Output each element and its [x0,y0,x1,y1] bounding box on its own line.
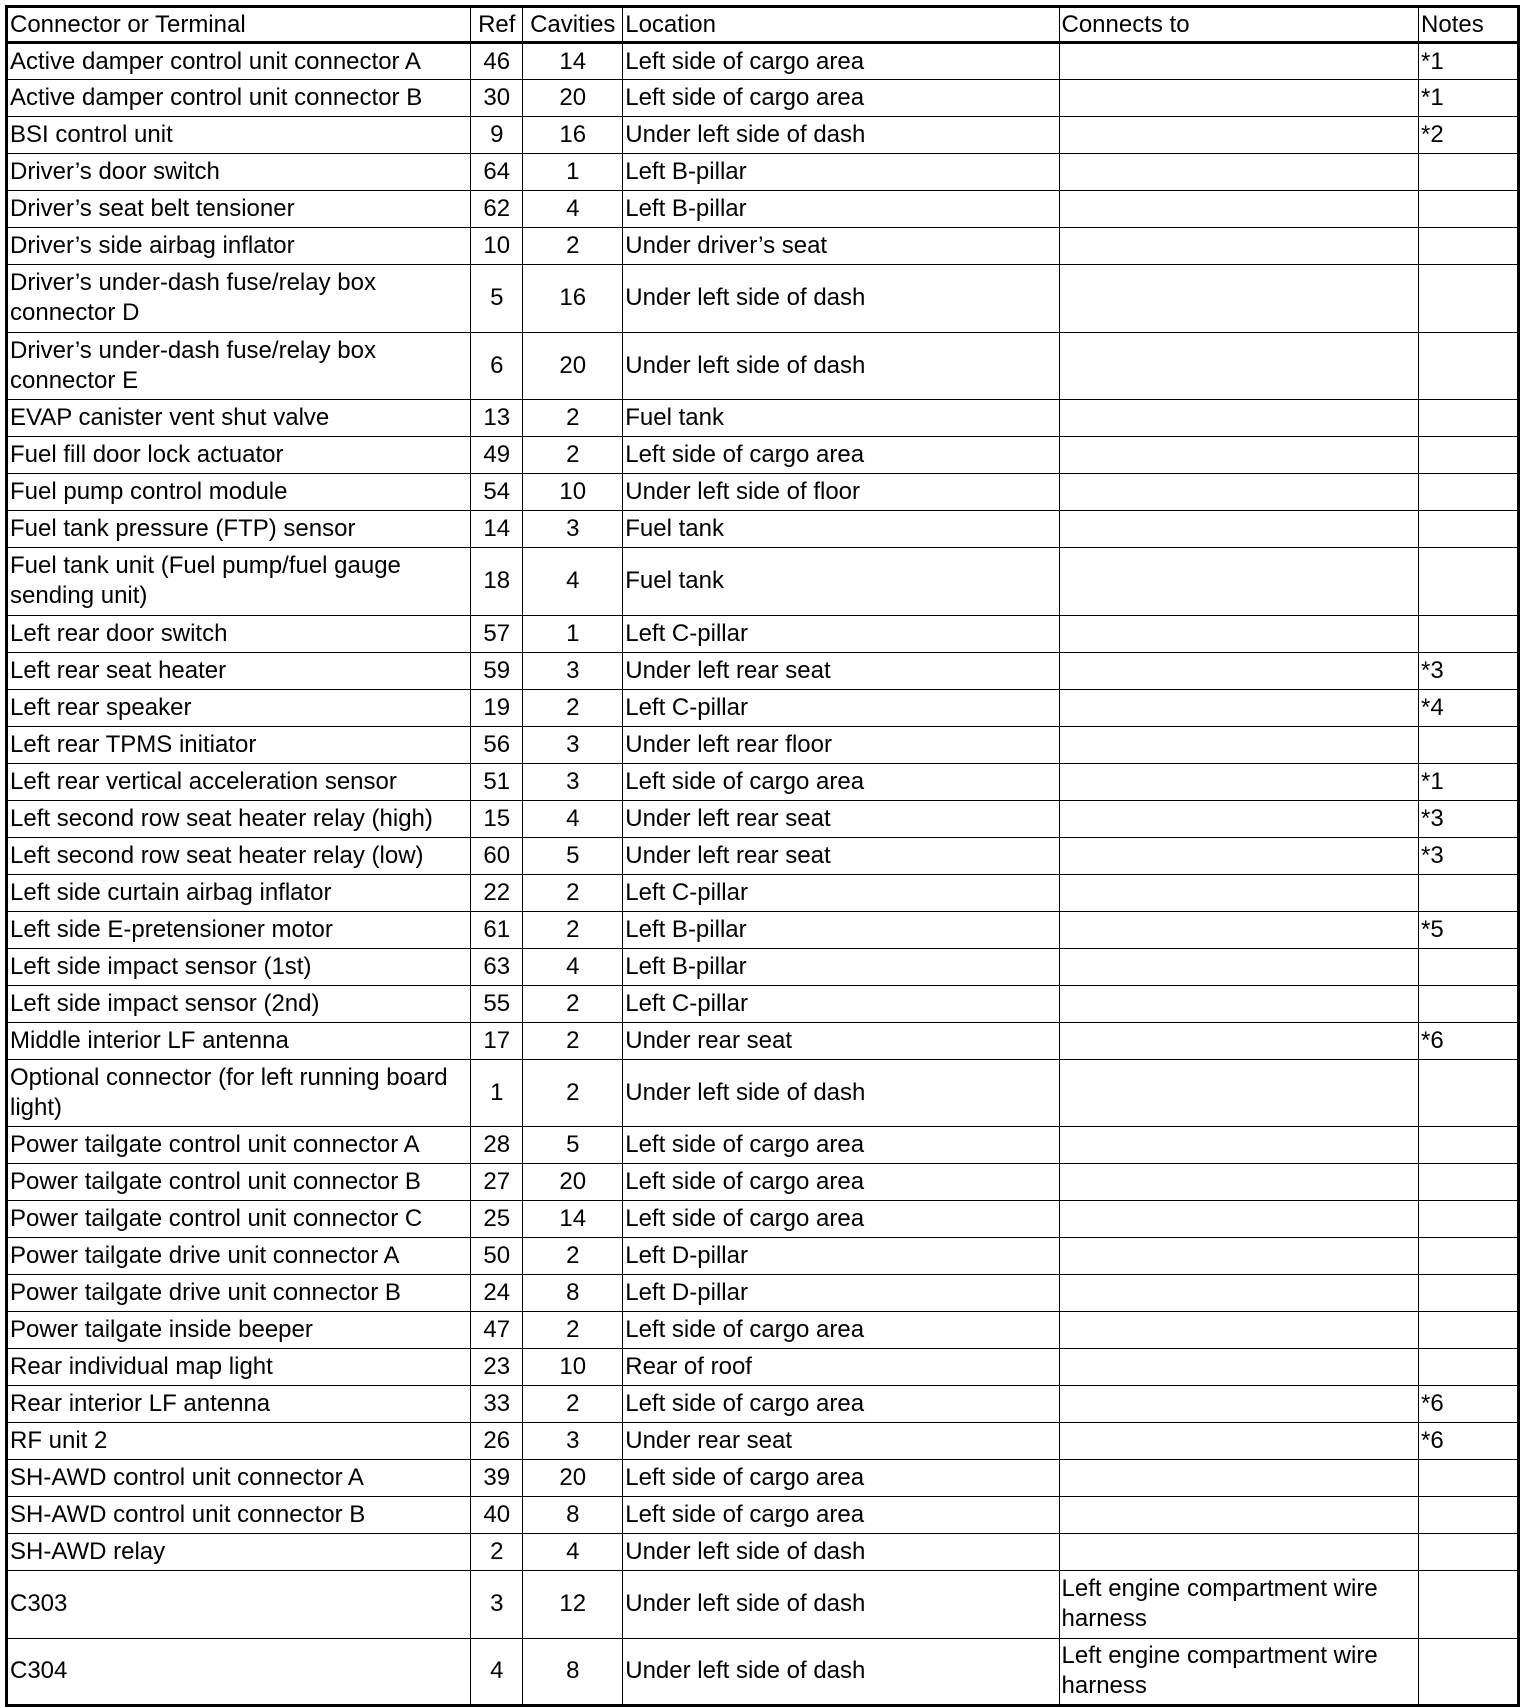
cell-location: Under rear seat [623,1423,1059,1460]
cell-notes [1419,1275,1519,1312]
cell-notes [1419,1312,1519,1349]
cell-notes [1419,154,1519,191]
cell-connects-to [1059,726,1419,763]
cell-connects-to: Left engine compartment wire harness [1059,1571,1419,1639]
cell-ref: 2 [471,1534,523,1571]
cell-connector: EVAP canister vent shut valve [7,400,471,437]
cell-connector: C304 [7,1638,471,1706]
cell-location: Under left rear seat [623,800,1059,837]
cell-connects-to [1059,1386,1419,1423]
cell-connects-to [1059,117,1419,154]
cell-cavities: 2 [523,689,623,726]
cell-cavities: 4 [523,800,623,837]
cell-connector: Fuel tank pressure (FTP) sensor [7,511,471,548]
table-row [7,1638,1519,1706]
table-row [7,837,1519,874]
table-row [7,1423,1519,1460]
table-row [7,985,1519,1022]
cell-location: Under rear seat [623,1022,1059,1059]
cell-ref: 22 [471,874,523,911]
cell-connects-to [1059,191,1419,228]
cell-connects-to: Left engine compartment wire harness [1059,1638,1419,1706]
cell-cavities: 12 [523,1571,623,1639]
table-row [7,948,1519,985]
table-row [7,1534,1519,1571]
cell-cavities: 2 [523,911,623,948]
cell-connector: Left side curtain airbag inflator [7,874,471,911]
table-row [7,548,1519,616]
cell-connector: Left rear door switch [7,615,471,652]
cell-cavities: 16 [523,117,623,154]
cell-location: Left C-pillar [623,985,1059,1022]
cell-location: Under left side of dash [623,1571,1059,1639]
cell-location: Left D-pillar [623,1275,1059,1312]
table-row [7,117,1519,154]
table-row [7,763,1519,800]
cell-ref: 60 [471,837,523,874]
cell-location: Left side of cargo area [623,43,1059,80]
cell-ref: 13 [471,400,523,437]
cell-cavities: 8 [523,1638,623,1706]
cell-location: Under left side of dash [623,265,1059,333]
cell-connector: Left side impact sensor (2nd) [7,985,471,1022]
cell-connector: Active damper control unit connector A [7,43,471,80]
cell-notes [1419,437,1519,474]
cell-ref: 33 [471,1386,523,1423]
cell-connects-to [1059,332,1419,400]
header-connector: Connector or Terminal [7,7,471,43]
cell-notes [1419,985,1519,1022]
cell-location: Under left rear seat [623,837,1059,874]
table-row [7,1059,1519,1127]
cell-location: Under left side of dash [623,332,1059,400]
cell-connects-to [1059,228,1419,265]
cell-connects-to [1059,837,1419,874]
cell-notes [1419,228,1519,265]
cell-connects-to [1059,1022,1419,1059]
cell-connects-to [1059,1164,1419,1201]
cell-cavities: 20 [523,1164,623,1201]
cell-connector: Driver’s door switch [7,154,471,191]
cell-location: Under left side of dash [623,1638,1059,1706]
cell-connector: Power tailgate drive unit connector A [7,1238,471,1275]
header-connects-to: Connects to [1059,7,1419,43]
cell-connects-to [1059,437,1419,474]
cell-connector: Fuel fill door lock actuator [7,437,471,474]
cell-cavities: 2 [523,1022,623,1059]
cell-connector: Driver’s under-dash fuse/relay box connector D [7,265,471,333]
cell-notes [1419,1497,1519,1534]
cell-location: Rear of roof [623,1349,1059,1386]
table-row [7,652,1519,689]
cell-notes: *1 [1419,763,1519,800]
table-row [7,1349,1519,1386]
cell-ref: 40 [471,1497,523,1534]
cell-connector: Middle interior LF antenna [7,1022,471,1059]
cell-notes [1419,332,1519,400]
cell-ref: 3 [471,1571,523,1639]
cell-location: Left C-pillar [623,874,1059,911]
cell-ref: 64 [471,154,523,191]
cell-location: Left side of cargo area [623,1386,1059,1423]
cell-cavities: 3 [523,511,623,548]
cell-cavities: 1 [523,154,623,191]
table-row [7,43,1519,80]
cell-location: Under driver’s seat [623,228,1059,265]
cell-location: Left D-pillar [623,1238,1059,1275]
connector-table [5,5,1520,1707]
table-row [7,1127,1519,1164]
cell-connects-to [1059,1201,1419,1238]
cell-connects-to [1059,874,1419,911]
cell-connector: BSI control unit [7,117,471,154]
table-row [7,511,1519,548]
cell-ref: 39 [471,1460,523,1497]
cell-notes [1419,1164,1519,1201]
cell-location: Under left side of dash [623,1534,1059,1571]
cell-connects-to [1059,1312,1419,1349]
cell-notes [1419,1238,1519,1275]
table-row [7,911,1519,948]
table-row [7,800,1519,837]
cell-cavities: 16 [523,265,623,333]
cell-ref: 23 [471,1349,523,1386]
cell-connects-to [1059,948,1419,985]
cell-connector: Power tailgate control unit connector C [7,1201,471,1238]
cell-connector: SH-AWD control unit connector A [7,1460,471,1497]
cell-ref: 59 [471,652,523,689]
cell-connects-to [1059,689,1419,726]
cell-cavities: 2 [523,400,623,437]
cell-ref: 9 [471,117,523,154]
cell-connects-to [1059,1460,1419,1497]
cell-cavities: 1 [523,615,623,652]
table-row [7,874,1519,911]
cell-notes: *4 [1419,689,1519,726]
cell-connector: SH-AWD relay [7,1534,471,1571]
cell-location: Left side of cargo area [623,437,1059,474]
cell-location: Left B-pillar [623,154,1059,191]
cell-location: Left B-pillar [623,911,1059,948]
cell-location: Left side of cargo area [623,1201,1059,1238]
cell-cavities: 2 [523,874,623,911]
cell-connects-to [1059,652,1419,689]
cell-connector: Fuel pump control module [7,474,471,511]
cell-notes [1419,1571,1519,1639]
cell-connector: Driver’s seat belt tensioner [7,191,471,228]
cell-ref: 46 [471,43,523,80]
cell-notes [1419,726,1519,763]
cell-connects-to [1059,800,1419,837]
cell-connector: Active damper control unit connector B [7,80,471,117]
cell-notes [1419,615,1519,652]
connector-table-sheet [5,5,1520,1707]
cell-location: Left side of cargo area [623,763,1059,800]
table-row [7,726,1519,763]
cell-location: Left side of cargo area [623,1460,1059,1497]
cell-connects-to [1059,1127,1419,1164]
cell-connector: Left rear vertical acceleration sensor [7,763,471,800]
cell-connector: C303 [7,1571,471,1639]
cell-location: Under left side of dash [623,117,1059,154]
cell-connects-to [1059,763,1419,800]
cell-notes [1419,1638,1519,1706]
cell-cavities: 2 [523,1312,623,1349]
table-body [7,43,1519,1706]
table-row [7,1201,1519,1238]
cell-ref: 49 [471,437,523,474]
cell-ref: 14 [471,511,523,548]
cell-notes [1419,874,1519,911]
table-row [7,154,1519,191]
cell-location: Fuel tank [623,400,1059,437]
cell-cavities: 3 [523,763,623,800]
cell-connects-to [1059,511,1419,548]
cell-connector: Left rear speaker [7,689,471,726]
cell-ref: 47 [471,1312,523,1349]
cell-notes [1419,265,1519,333]
table-row [7,1460,1519,1497]
cell-ref: 50 [471,1238,523,1275]
cell-ref: 10 [471,228,523,265]
cell-connects-to [1059,400,1419,437]
cell-ref: 51 [471,763,523,800]
cell-cavities: 4 [523,191,623,228]
cell-notes: *1 [1419,80,1519,117]
cell-ref: 30 [471,80,523,117]
cell-connector: Power tailgate control unit connector A [7,1127,471,1164]
header-row [7,7,1519,43]
cell-notes [1419,191,1519,228]
cell-connects-to [1059,1423,1419,1460]
cell-location: Left side of cargo area [623,1164,1059,1201]
cell-connector: Power tailgate control unit connector B [7,1164,471,1201]
cell-location: Left B-pillar [623,948,1059,985]
cell-location: Left side of cargo area [623,80,1059,117]
cell-connector: Left rear seat heater [7,652,471,689]
cell-cavities: 3 [523,652,623,689]
cell-cavities: 2 [523,437,623,474]
cell-notes: *6 [1419,1386,1519,1423]
cell-ref: 24 [471,1275,523,1312]
table-row [7,332,1519,400]
table-row [7,689,1519,726]
cell-cavities: 8 [523,1275,623,1312]
cell-cavities: 2 [523,1238,623,1275]
cell-cavities: 20 [523,1460,623,1497]
cell-connector: Driver’s side airbag inflator [7,228,471,265]
table-row [7,1312,1519,1349]
header-ref: Ref [471,7,523,43]
cell-ref: 54 [471,474,523,511]
cell-location: Under left side of floor [623,474,1059,511]
cell-cavities: 20 [523,332,623,400]
table-row [7,80,1519,117]
cell-connector: Power tailgate inside beeper [7,1312,471,1349]
cell-location: Left side of cargo area [623,1127,1059,1164]
table-row [7,265,1519,333]
cell-ref: 18 [471,548,523,616]
cell-connects-to [1059,80,1419,117]
cell-notes: *5 [1419,911,1519,948]
cell-connects-to [1059,1238,1419,1275]
cell-connects-to [1059,1534,1419,1571]
table-row [7,615,1519,652]
cell-cavities: 2 [523,1386,623,1423]
cell-cavities: 10 [523,474,623,511]
cell-ref: 17 [471,1022,523,1059]
cell-notes: *3 [1419,800,1519,837]
cell-cavities: 4 [523,948,623,985]
table-row [7,400,1519,437]
cell-connector: Left second row seat heater relay (high) [7,800,471,837]
cell-cavities: 10 [523,1349,623,1386]
cell-ref: 62 [471,191,523,228]
cell-ref: 5 [471,265,523,333]
cell-connector: SH-AWD control unit connector B [7,1497,471,1534]
cell-notes [1419,1349,1519,1386]
cell-connector: Left side E-pretensioner motor [7,911,471,948]
cell-location: Under left rear seat [623,652,1059,689]
cell-notes [1419,548,1519,616]
cell-connects-to [1059,985,1419,1022]
cell-connects-to [1059,43,1419,80]
table-row [7,191,1519,228]
cell-cavities: 2 [523,228,623,265]
header-notes: Notes [1419,7,1519,43]
cell-connector: Driver’s under-dash fuse/relay box connector E [7,332,471,400]
table-row [7,1497,1519,1534]
cell-cavities: 4 [523,1534,623,1571]
table-row [7,437,1519,474]
cell-connector: Fuel tank unit (Fuel pump/fuel gauge sending unit) [7,548,471,616]
table-row [7,1238,1519,1275]
cell-connector: RF unit 2 [7,1423,471,1460]
cell-connector: Left rear TPMS initiator [7,726,471,763]
cell-location: Under left side of dash [623,1059,1059,1127]
cell-connects-to [1059,474,1419,511]
cell-location: Left C-pillar [623,615,1059,652]
cell-notes: *3 [1419,652,1519,689]
cell-ref: 61 [471,911,523,948]
table-row [7,1022,1519,1059]
cell-location: Left B-pillar [623,191,1059,228]
table-header [7,7,1519,43]
cell-connector: Left side impact sensor (1st) [7,948,471,985]
table-row [7,1571,1519,1639]
cell-ref: 57 [471,615,523,652]
table-row [7,1386,1519,1423]
cell-connects-to [1059,548,1419,616]
header-cavities: Cavities [523,7,623,43]
cell-ref: 55 [471,985,523,1022]
cell-notes [1419,1059,1519,1127]
cell-connector: Rear interior LF antenna [7,1386,471,1423]
cell-notes [1419,474,1519,511]
cell-cavities: 5 [523,1127,623,1164]
table-row [7,474,1519,511]
cell-notes [1419,1460,1519,1497]
cell-connects-to [1059,911,1419,948]
cell-notes [1419,948,1519,985]
table-row [7,228,1519,265]
cell-ref: 28 [471,1127,523,1164]
cell-notes: *6 [1419,1022,1519,1059]
cell-location: Under left rear floor [623,726,1059,763]
cell-ref: 27 [471,1164,523,1201]
cell-connects-to [1059,1497,1419,1534]
table-row [7,1275,1519,1312]
cell-connector: Power tailgate drive unit connector B [7,1275,471,1312]
cell-cavities: 3 [523,726,623,763]
cell-connects-to [1059,615,1419,652]
cell-cavities: 8 [523,1497,623,1534]
cell-ref: 56 [471,726,523,763]
cell-cavities: 4 [523,548,623,616]
cell-ref: 1 [471,1059,523,1127]
cell-connects-to [1059,1349,1419,1386]
cell-cavities: 3 [523,1423,623,1460]
cell-connector: Left second row seat heater relay (low) [7,837,471,874]
cell-connects-to [1059,1275,1419,1312]
cell-location: Left C-pillar [623,689,1059,726]
cell-notes: *6 [1419,1423,1519,1460]
cell-connector: Optional connector (for left running board light) [7,1059,471,1127]
cell-notes [1419,1534,1519,1571]
cell-notes [1419,400,1519,437]
cell-connector: Rear individual map light [7,1349,471,1386]
cell-notes [1419,1127,1519,1164]
cell-ref: 63 [471,948,523,985]
cell-cavities: 2 [523,1059,623,1127]
cell-ref: 15 [471,800,523,837]
cell-notes: *3 [1419,837,1519,874]
header-location: Location [623,7,1059,43]
cell-ref: 6 [471,332,523,400]
cell-ref: 19 [471,689,523,726]
cell-cavities: 14 [523,1201,623,1238]
cell-connects-to [1059,154,1419,191]
cell-notes [1419,511,1519,548]
cell-cavities: 20 [523,80,623,117]
cell-ref: 25 [471,1201,523,1238]
cell-cavities: 2 [523,985,623,1022]
cell-connects-to [1059,1059,1419,1127]
cell-location: Left side of cargo area [623,1312,1059,1349]
table-row [7,1164,1519,1201]
cell-cavities: 5 [523,837,623,874]
cell-notes: *2 [1419,117,1519,154]
cell-notes: *1 [1419,43,1519,80]
cell-location: Left side of cargo area [623,1497,1059,1534]
cell-location: Fuel tank [623,548,1059,616]
cell-notes [1419,1201,1519,1238]
cell-cavities: 14 [523,43,623,80]
cell-ref: 4 [471,1638,523,1706]
cell-location: Fuel tank [623,511,1059,548]
cell-connects-to [1059,265,1419,333]
cell-ref: 26 [471,1423,523,1460]
